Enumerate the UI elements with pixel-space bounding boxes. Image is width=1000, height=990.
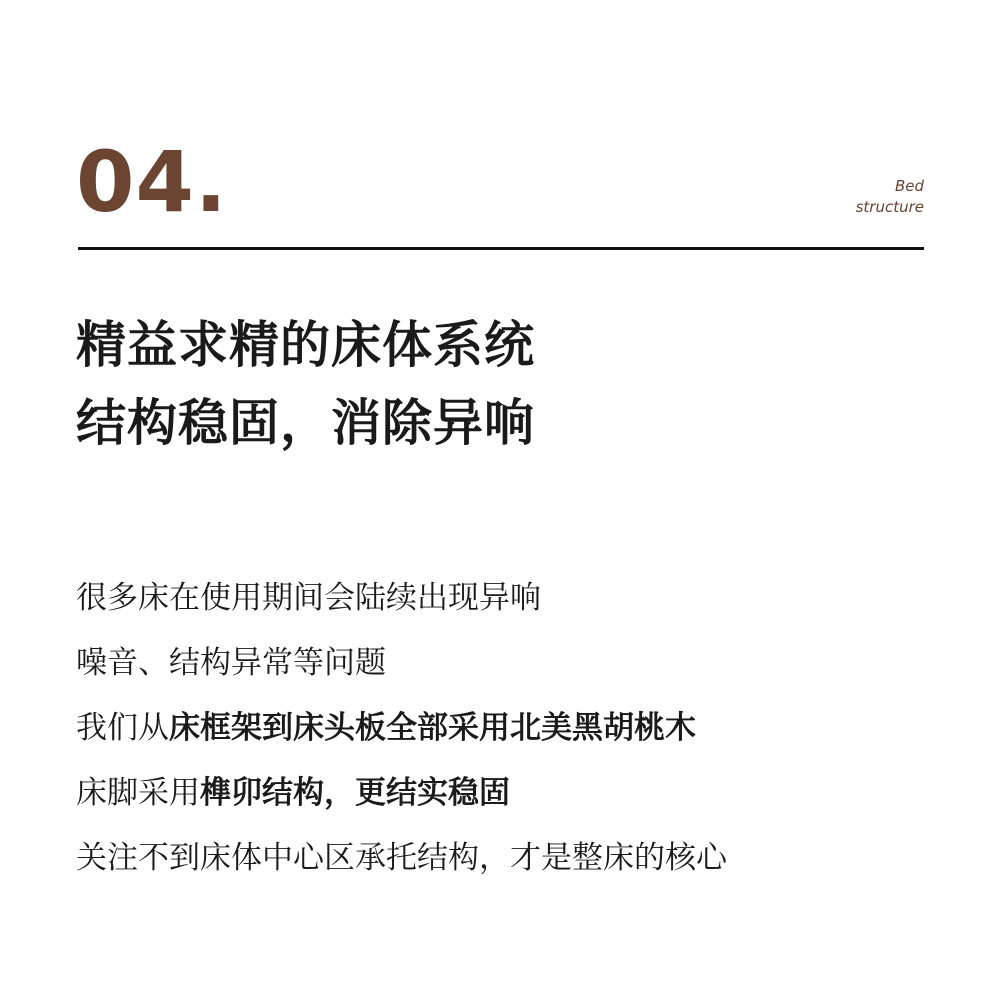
body-line4 — [76, 761, 727, 826]
headline-line1: 精益求精的床体系统 — [76, 316, 535, 374]
divider — [78, 247, 924, 250]
section-tag-line1: Bed — [894, 177, 924, 195]
section-number: 04. — [76, 133, 228, 231]
body-line1: 很多床在使用期间会陆续出现异响 — [76, 580, 541, 616]
headline — [76, 306, 535, 462]
body-line4-normal: 床脚采用 — [76, 775, 200, 811]
body-line2: 噪音、结构异常等问题 — [76, 645, 386, 681]
section-tag — [856, 176, 924, 218]
body-line3 — [76, 696, 727, 761]
body-line3-normal: 我们从 — [76, 710, 169, 746]
body-line3-bold: 床框架到床头板全部采用北美黑胡桃木 — [169, 710, 696, 746]
section-tag-line2: structure — [855, 198, 924, 216]
headline-line2: 结构稳固，消除异响 — [76, 394, 535, 452]
body-text — [76, 566, 727, 891]
body-line4-bold: 榫卯结构，更结实稳固 — [200, 775, 510, 811]
body-line5: 关注不到床体中心区承托结构，才是整床的核心 — [76, 840, 727, 876]
